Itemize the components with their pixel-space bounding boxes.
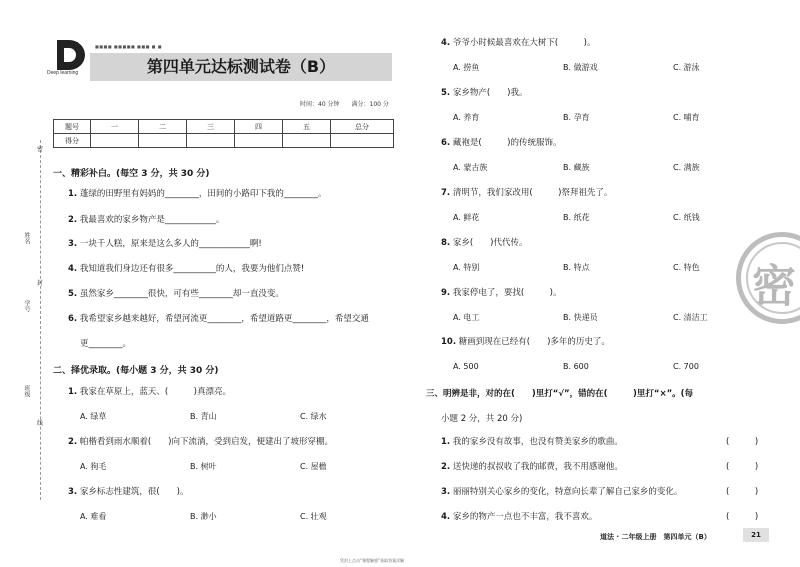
score-cell[interactable] xyxy=(331,134,394,148)
option-a[interactable]: A. 狗毛 xyxy=(80,462,107,471)
option-b[interactable]: B. 600 xyxy=(563,362,589,371)
option-a[interactable]: A. 鲜花 xyxy=(453,213,480,222)
section1-heading: 一、精彩补白。(每空 3 分，共 30 分) xyxy=(53,169,210,179)
side-label-class: 班级 xyxy=(23,385,30,397)
s1-question: 3. 一块千人糕，原来是这么多人的____________啊! xyxy=(68,239,262,249)
option-a[interactable]: A. 捞鱼 xyxy=(453,63,480,72)
table-cell: 二 xyxy=(139,120,187,134)
option-a[interactable]: A. 500 xyxy=(453,362,479,371)
option-c[interactable]: C. 绿水 xyxy=(300,412,327,421)
side-label-mi: 密 xyxy=(37,146,44,153)
option-c[interactable]: C. 哺育 xyxy=(673,113,700,122)
section3-heading: 三、明辨是非，对的在( )里打“√”，错的在( )里打“×”。(每 xyxy=(426,389,694,399)
s3-question: 4. 家乡的物产一点也不丰富，我不喜欢。 xyxy=(441,512,598,522)
score-cell[interactable] xyxy=(139,134,187,148)
option-a[interactable]: A. 电工 xyxy=(453,313,480,322)
s1-question: 4. 我知道我们身边还有很多__________的人，我要为他们点赞! xyxy=(68,264,305,274)
s1-question: 2. 我最喜欢的家乡物产是____________。 xyxy=(68,215,225,225)
logo-text: Deep learning xyxy=(47,70,79,76)
s2-question: 3. 家乡标志性建筑，很( )。 xyxy=(68,487,189,497)
option-b[interactable]: B. 纸花 xyxy=(563,213,590,222)
score-table-score-row xyxy=(54,134,394,148)
option-c[interactable]: C. 特色 xyxy=(673,263,700,272)
s3-question: 1. 我的家乡没有故事，也没有赞美家乡的歌曲。 xyxy=(441,437,623,447)
side-label-xian: 线 xyxy=(37,420,44,427)
option-c[interactable]: C. 游泳 xyxy=(673,63,700,72)
score-cell[interactable] xyxy=(187,134,235,148)
answer-paren[interactable]: ( ) xyxy=(726,462,759,472)
score-table-header-row xyxy=(54,120,394,134)
answer-paren[interactable]: ( ) xyxy=(726,437,759,447)
table-cell: 题号 xyxy=(54,120,91,134)
s3-question: 2. 送快递的叔叔收了我的邮费，我不用感谢他。 xyxy=(441,462,623,472)
option-b[interactable]: B. 树叶 xyxy=(190,462,217,471)
section2-heading: 二、择优录取。(每小题 3 分，共 30 分) xyxy=(53,366,219,376)
side-label-feng: 封 xyxy=(37,280,44,287)
s2-question: 1. 我家在草原上，蓝天、( )真漂亮。 xyxy=(68,387,231,397)
option-c[interactable]: C. 纸钱 xyxy=(673,213,700,222)
side-label-name: 姓名 xyxy=(23,232,30,244)
option-b[interactable]: B. 做游戏 xyxy=(563,63,598,72)
table-cell: 总分 xyxy=(331,120,394,134)
s1-question: 6. 我希望家乡越来越好，希望河流更________，希望道路更________，希望交通 xyxy=(68,314,369,324)
s2-question: 8. 家乡( )代代传。 xyxy=(441,238,528,248)
option-a[interactable]: A. 特别 xyxy=(453,263,480,272)
binding-dashed-line xyxy=(40,140,41,500)
score-table xyxy=(53,119,394,148)
score-cell[interactable] xyxy=(235,134,283,148)
logo-d-icon xyxy=(55,40,89,70)
s1-question: 5. 虽然家乡________很快，可有些________却一直没变。 xyxy=(68,289,284,299)
option-a[interactable]: A. 难看 xyxy=(80,512,107,521)
option-a[interactable]: A. 绿草 xyxy=(80,412,107,421)
option-b[interactable]: B. 特点 xyxy=(563,263,590,272)
option-c[interactable]: C. 清洁工 xyxy=(673,313,708,322)
footer-center-note: 凭封上点击“课程解惑”获取答案详解 xyxy=(340,558,405,563)
answer-paren[interactable]: ( ) xyxy=(726,512,759,522)
option-b[interactable]: B. 孕育 xyxy=(563,113,590,122)
option-c[interactable]: C. 屋檐 xyxy=(300,462,327,471)
s3-question: 3. 丽丽特别关心家乡的变化，特意向长辈了解自己家乡的变化。 xyxy=(441,487,683,497)
option-b[interactable]: B. 快递员 xyxy=(563,313,598,322)
s2-question: 5. 家乡物产( )我。 xyxy=(441,88,528,98)
s2-question: 9. 我家停电了，要找( )。 xyxy=(441,288,562,298)
option-a[interactable]: A. 养育 xyxy=(453,113,480,122)
s2-question: 7. 清明节，我们家改用( )祭拜祖先了。 xyxy=(441,188,613,198)
side-label-id: 学号 xyxy=(23,300,30,312)
option-b[interactable]: B. 藏族 xyxy=(563,163,590,172)
score-cell[interactable] xyxy=(91,134,139,148)
option-b[interactable]: B. 青山 xyxy=(190,412,217,421)
s2-question: 6. 藏袍是( )的传统服饰。 xyxy=(441,138,562,148)
page-number: 21 xyxy=(743,528,769,542)
option-c[interactable]: C. 700 xyxy=(673,362,699,371)
option-a[interactable]: A. 蒙古族 xyxy=(453,163,488,172)
s2-question: 2. 帕楷看到雨水顺着( )向下流淌，受到启发，便建出了坡形穿棚。 xyxy=(68,437,333,447)
s2-question: 4. 爷爷小时候最喜欢在大树下( )。 xyxy=(441,38,596,48)
score-cell[interactable] xyxy=(283,134,331,148)
option-c[interactable]: C. 满族 xyxy=(673,163,700,172)
time-score: 时间：40 分钟 满分：100 分 xyxy=(300,101,389,108)
stamp-character: 密 xyxy=(752,261,796,312)
section3-heading-cont: 小题 2 分，共 20 分) xyxy=(441,414,523,424)
option-b[interactable]: B. 渺小 xyxy=(190,512,217,521)
table-cell: 五 xyxy=(283,120,331,134)
s1-question: 1. 蓬绿的田野里有妈妈的________，田间的小路印下我的________。 xyxy=(68,189,327,199)
footer-book-info: 道法 · 二年级上册 第四单元（B） xyxy=(600,533,711,541)
s1-question-cont: 更________。 xyxy=(80,339,132,349)
table-cell: 四 xyxy=(235,120,283,134)
header-small-line: ■■■■ ■■■■■ ■■■ ■ ■ xyxy=(95,44,162,49)
table-cell: 得分 xyxy=(54,134,91,148)
page-title: 第四单元达标测试卷（B） xyxy=(146,57,336,76)
table-cell: 三 xyxy=(187,120,235,134)
table-cell: 一 xyxy=(91,120,139,134)
s2-question: 10. 糖画到现在已经有( )多年的历史了。 xyxy=(441,337,610,347)
option-c[interactable]: C. 壮观 xyxy=(300,512,327,521)
answer-paren[interactable]: ( ) xyxy=(726,487,759,497)
